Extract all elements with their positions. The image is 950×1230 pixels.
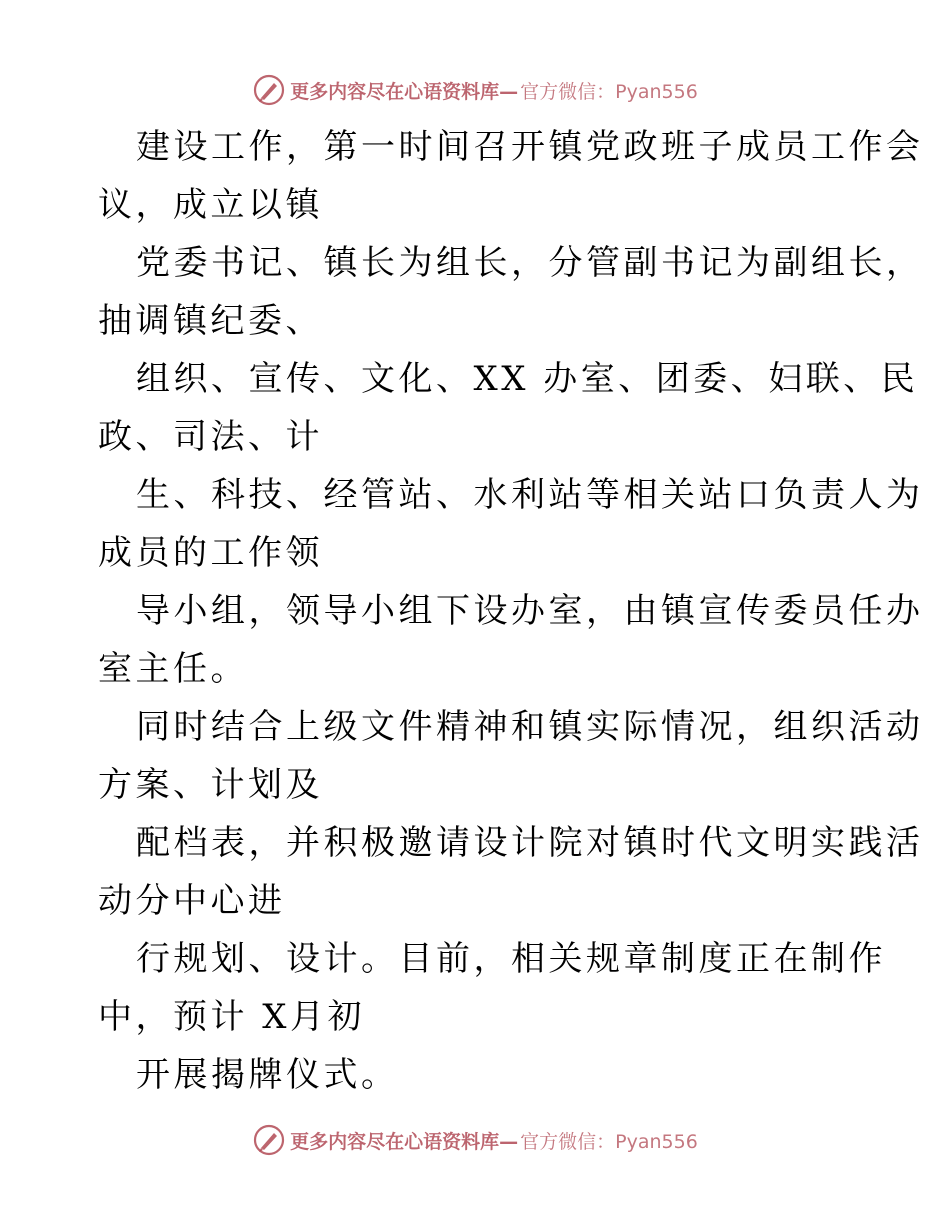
watermark-wechat: 官方微信：Pyan556	[520, 1130, 698, 1153]
pen-logo-icon	[252, 1123, 286, 1157]
watermark-text: 更多内容尽在心语资料库—	[290, 1130, 519, 1153]
text-line: 开展揭牌仪式。	[136, 1055, 399, 1095]
text-line: 配档表，并积极邀请设计院对镇时代文明实践活	[136, 823, 924, 863]
text-line: 生、科技、经管站、水利站等相关站口负责人为	[136, 475, 924, 515]
header-watermark	[0, 70, 950, 110]
text-line: 建设工作，第一时间召开镇党政班子成员工作会	[136, 127, 924, 167]
watermark-wechat: 官方微信：Pyan556	[520, 80, 698, 103]
document-body	[98, 118, 924, 1104]
text-line: 导小组，领导小组下设办室，由镇宣传委员任办	[136, 591, 924, 631]
text-line: 组织、宣传、文化、XX 办室、团委、妇联、民	[136, 359, 919, 399]
watermark-text: 更多内容尽在心语资料库—	[290, 80, 519, 103]
text-line: 室主任。	[98, 649, 248, 689]
text-line: 方案、计划及	[98, 765, 323, 805]
text-line: 党委书记、镇长为组长，分管副书记为副组长，	[136, 243, 924, 283]
text-line: 动分中心进	[98, 881, 286, 921]
text-line: 议，成立以镇	[98, 185, 323, 225]
pen-logo-icon	[252, 73, 286, 107]
text-line: 抽调镇纪委、	[98, 301, 323, 341]
text-line: 行规划、设计。目前，相关规章制度正在制作	[136, 939, 886, 979]
text-line: 同时结合上级文件精神和镇实际情况，组织活动	[136, 707, 924, 747]
text-line: 政、司法、计	[98, 417, 323, 457]
text-line: 成员的工作领	[98, 533, 323, 573]
text-line: 中，预计 X月初	[98, 997, 366, 1037]
footer-watermark	[0, 1120, 950, 1160]
